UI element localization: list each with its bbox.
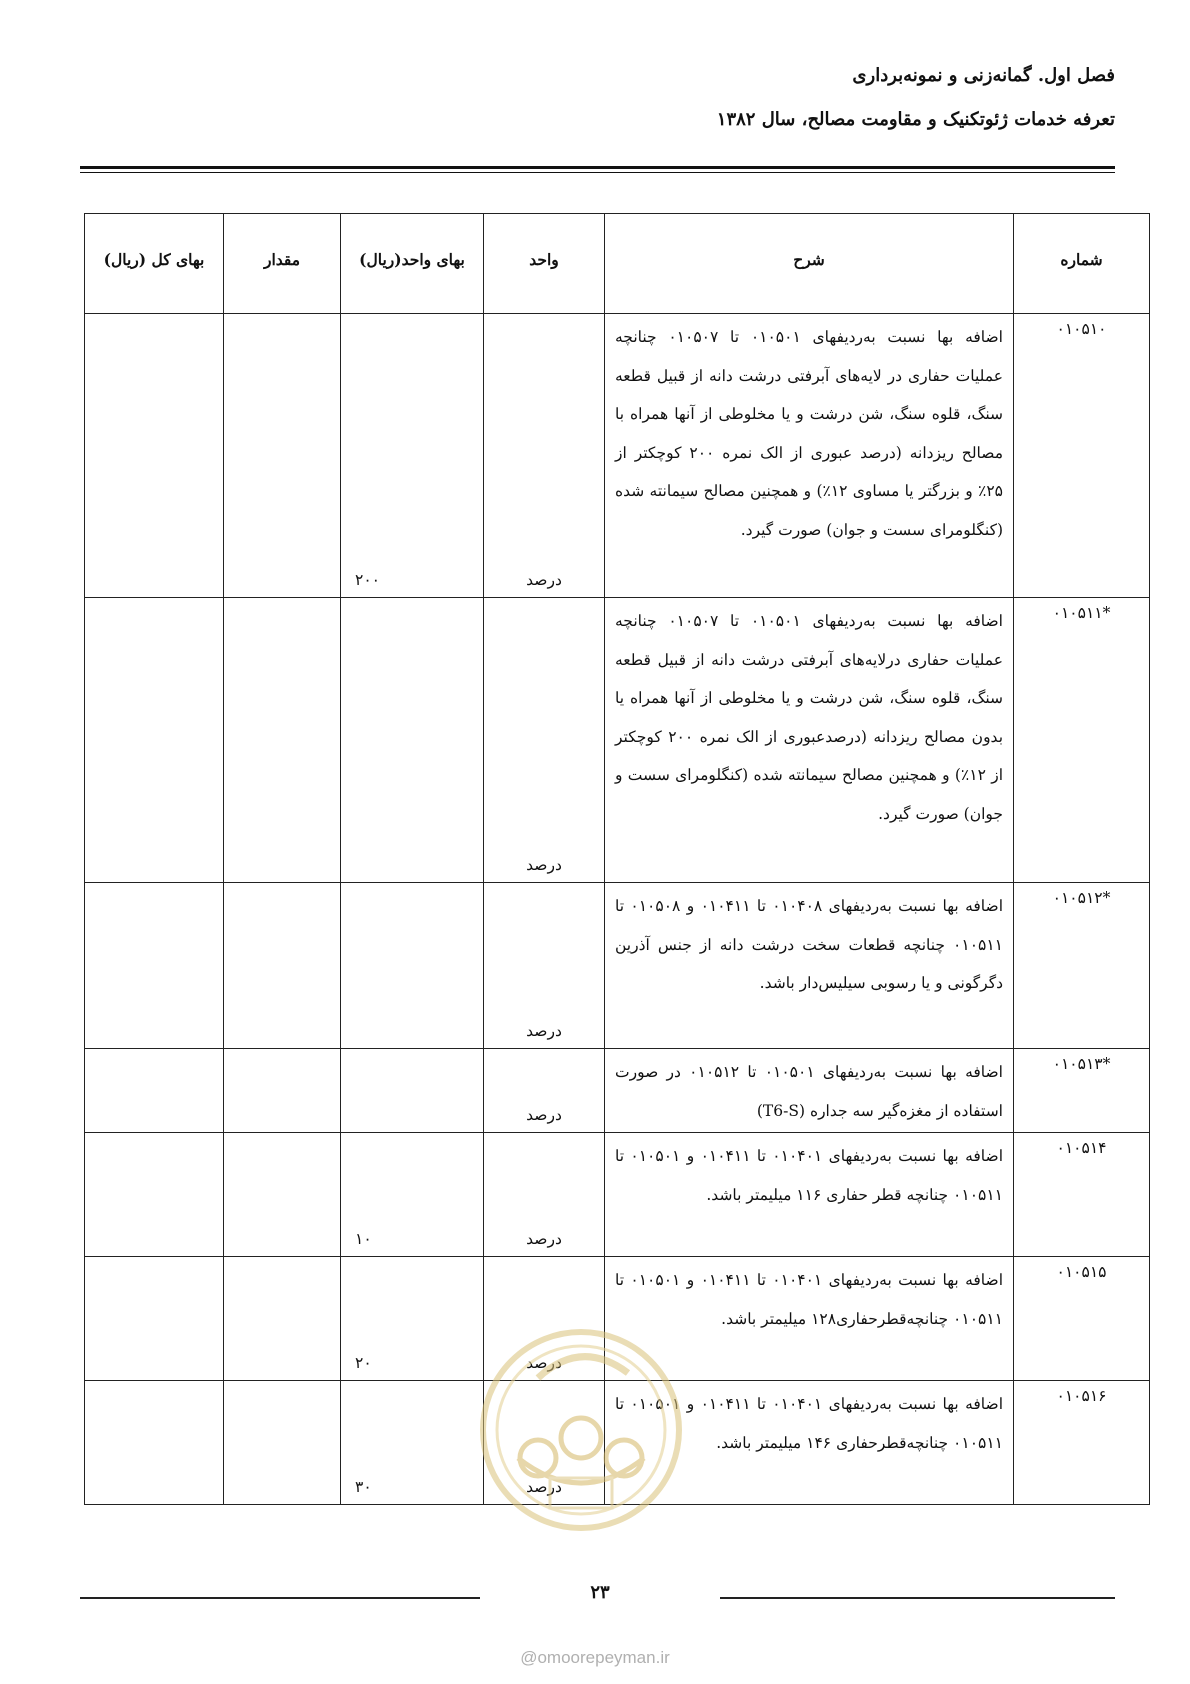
table-header-row: [85, 214, 1150, 314]
row-number: *۰۱۰۵۱۳: [1014, 1049, 1150, 1133]
row-unit-price: ۳۰: [341, 1381, 484, 1505]
column-header-number: شماره: [1014, 214, 1150, 314]
chapter-title: فصل اول. گمانه‌زنی و نمونه‌برداری: [852, 65, 1115, 86]
row-total-price: [85, 1049, 224, 1133]
row-unit-price: ۱۰: [341, 1133, 484, 1257]
document-title: تعرفه خدمات ژئوتکنیک و مقاومت مصالح، سال ۱۳۸۲: [716, 109, 1115, 130]
row-total-price: [85, 1133, 224, 1257]
row-quantity: [224, 883, 341, 1049]
header-rule: [80, 166, 1115, 169]
table-row: [85, 1257, 1150, 1381]
row-unit: درصد: [484, 883, 605, 1049]
row-unit: درصد: [484, 1049, 605, 1133]
table-row: [85, 314, 1150, 598]
website-watermark: @omoorepeyman.ir: [520, 1648, 670, 1667]
row-number: ۰۱۰۵۱۵: [1014, 1257, 1150, 1381]
footer-rule-left: [80, 1597, 480, 1599]
table-row: [85, 883, 1150, 1049]
row-description: اضافه بها نسبت به‌ردیفهای ۰۱۰۴۰۱ تا ۰۱۰۴۱۱ و ۰۱۰۵۰۱ تا ۰۱۰۵۱۱ چنانچه‌قطرحفاری ۱۴۶ میلیمتر باشد.: [605, 1381, 1014, 1505]
row-quantity: [224, 314, 341, 598]
row-unit: درصد: [484, 1257, 605, 1381]
row-description: اضافه بها نسبت به‌ردیفهای ۰۱۰۴۰۸ تا ۰۱۰۴۱۱ و ۰۱۰۵۰۸ تا ۰۱۰۵۱۱ چنانچه قطعات سخت درشت دانه از جنس آذرین دگرگونی و یا رسوبی سیلیس‌دار باشد.: [605, 883, 1014, 1049]
column-header-total-price: بهای کل (ریال): [85, 214, 224, 314]
table-row: [85, 1133, 1150, 1257]
row-description: اضافه بها نسبت به‌ردیفهای ۰۱۰۴۰۱ تا ۰۱۰۴۱۱ و ۰۱۰۵۰۱ تا ۰۱۰۵۱۱ چنانچه‌قطرحفاری۱۲۸ میلیمتر باشد.: [605, 1257, 1014, 1381]
row-unit: درصد: [484, 1133, 605, 1257]
row-number: *۰۱۰۵۱۲: [1014, 883, 1150, 1049]
row-total-price: [85, 1257, 224, 1381]
row-description: اضافه بها نسبت به‌ردیفهای ۰۱۰۵۰۱ تا ۰۱۰۵۰۷ چنانچه عملیات حفاری در لایه‌های آبرفتی درشت دانه از قبیل قطعه سنگ، قلوه سنگ، شن درشت و یا مخلوطی از آنها همراه با مصالح ریزدانه (درصد عبوری از الک نمره ۲۰۰ کوچکتر از ۲۵٪ و بزرگتر یا مساوی ۱۲٪) و همچنین مصالح سیمانته شده (کنگلومرای سست و جوان) صورت گیرد.: [605, 314, 1014, 598]
row-total-price: [85, 883, 224, 1049]
row-quantity: [224, 1381, 341, 1505]
row-quantity: [224, 1049, 341, 1133]
page-header: [80, 60, 1115, 136]
row-unit-price: ۲۰۰: [341, 314, 484, 598]
header-rule-thin: [80, 172, 1115, 173]
row-unit-price: [341, 1049, 484, 1133]
row-unit: درصد: [484, 598, 605, 883]
tariff-table: [84, 213, 1150, 1505]
page-number: ۲۳: [590, 1582, 610, 1603]
table-row: [85, 1049, 1150, 1133]
row-number: *۰۱۰۵۱۱: [1014, 598, 1150, 883]
row-total-price: [85, 598, 224, 883]
row-number: ۰۱۰۵۱۰: [1014, 314, 1150, 598]
column-header-unit-price: بهای واحد(ریال): [341, 214, 484, 314]
table-row: [85, 598, 1150, 883]
row-quantity: [224, 1133, 341, 1257]
row-unit: درصد: [484, 1381, 605, 1505]
row-description: اضافه بها نسبت به‌ردیفهای ۰۱۰۴۰۱ تا ۰۱۰۴۱۱ و ۰۱۰۵۰۱ تا ۰۱۰۵۱۱ چنانچه قطر حفاری ۱۱۶ میلیمتر باشد.: [605, 1133, 1014, 1257]
row-description: اضافه بها نسبت به‌ردیفهای ۰۱۰۵۰۱ تا ۰۱۰۵۱۲ در صورت استفاده از مغزه‌گیر سه جداره (T6-S): [605, 1049, 1014, 1133]
column-header-unit: واحد: [484, 214, 605, 314]
row-unit-price: [341, 883, 484, 1049]
row-description: اضافه بها نسبت به‌ردیفهای ۰۱۰۵۰۱ تا ۰۱۰۵۰۷ چنانچه عملیات حفاری درلایه‌های آبرفتی درشت دانه از قبیل قطعه سنگ، قلوه سنگ، شن درشت و یا مخلوطی از آنها همراه یا بدون مصالح ریزدانه (درصدعبوری از الک نمره ۲۰۰ کوچکتر از ۱۲٪) و همچنین مصالح سیمانته شده (کنگلومرای سست و جوان) صورت گیرد.: [605, 598, 1014, 883]
row-unit-price: ۲۰: [341, 1257, 484, 1381]
row-unit-price: [341, 598, 484, 883]
row-quantity: [224, 598, 341, 883]
column-header-description: شرح: [605, 214, 1014, 314]
row-number: ۰۱۰۵۱۶: [1014, 1381, 1150, 1505]
row-total-price: [85, 314, 224, 598]
row-unit: درصد: [484, 314, 605, 598]
row-quantity: [224, 1257, 341, 1381]
row-number: ۰۱۰۵۱۴: [1014, 1133, 1150, 1257]
table-row: [85, 1381, 1150, 1505]
column-header-quantity: مقدار: [224, 214, 341, 314]
footer-rule-right: [720, 1597, 1115, 1599]
row-total-price: [85, 1381, 224, 1505]
